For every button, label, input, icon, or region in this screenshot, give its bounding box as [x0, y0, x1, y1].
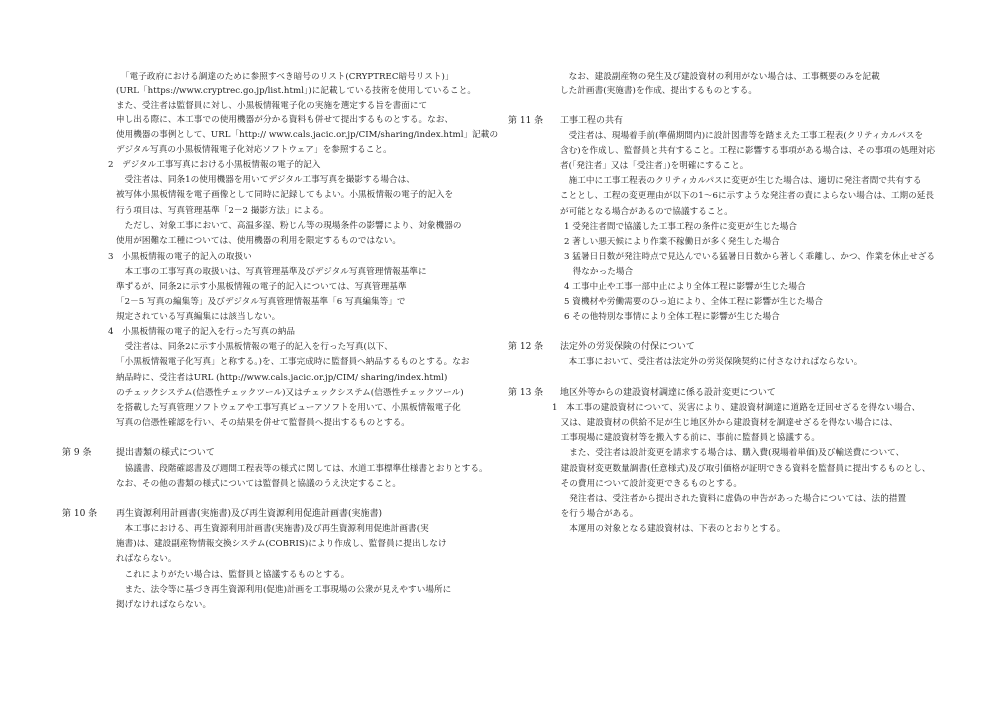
body-line: これによりがたい場合は、監督員と協議するものとする。 — [116, 570, 350, 580]
body-line: ただし、対象工事において、高温多湿、粉じん等の現場条件の影響により、対象機器の — [116, 221, 462, 231]
list-item: 2 著しい悪天候により作業不稼働日が多く発生した場合 — [564, 237, 780, 247]
body-line: その費用について設計変更できるものとする。 — [552, 479, 742, 489]
body-line: 掲げなければならない。 — [116, 600, 212, 610]
body-line: 「2－5 写真の編集等」及びデジタル写真管理情報基準「6 写真編集等」で — [116, 297, 406, 307]
body-line: 被写体小黒板情報を電子画像として同時に記録してもよい。小黒板情報の電子的記入を — [116, 190, 454, 200]
body-line: 施工中に工事工程表のクリティカルパスに変更が生じた場合は、適切に発注者間で共有する — [560, 176, 922, 186]
article-10-title: 再生資源利用計画書(実施書)及び再生資源利用促進計画書(実施書) — [116, 509, 383, 519]
body-line: 「小黒板情報電子化写真」と称する。)を、工事完成時に監督員へ納品するものとする。なお — [116, 357, 470, 367]
body-line: 写真の信憑性確認を行い、その結果を併せて監督員へ提出するものとする。 — [116, 418, 410, 428]
body-line: した計画書(実施書)を作成、提出するものとする。 — [560, 86, 757, 96]
item-heading: 4 小黒板情報の電子的記入を行った写真の納品 — [108, 327, 296, 337]
body-line: 建設資材変更数量調書(任意様式)及び取引価格が証明できる資料を監督員に提出するものとし、 — [552, 464, 931, 474]
body-line: が可能となる場合があるので協議すること。 — [560, 207, 733, 217]
body-line: こととし、工程の変更理由が以下の1～6に示すような発注者の責によらない場合は、工期の延長 — [560, 191, 935, 201]
body-line: なお、その他の書類の様式については監督員と協議のうえ決定すること。 — [116, 479, 402, 489]
body-line: 準ずるが、同条2に示す小黒板情報の電子的記入については、写真管理基準 — [116, 282, 407, 292]
list-item: 1 受発注者間で協議した工事工程の条件に変更が生じた場合 — [564, 222, 798, 232]
article-12-title: 法定外の労災保険の付保について — [560, 342, 695, 352]
body-line: 規定されている写真編集には該当しない。 — [116, 312, 281, 322]
body-line: のチェックシステム(信憑性チェックツール)又はチェックシステム(信憑性チェックツール) — [116, 388, 464, 398]
body-line: また、受注者は監督員に対し、小黒板情報電子化の実施を選定する旨を書面にて — [116, 101, 428, 111]
body-line: 「電子政府における調達のために参照すべき暗号のリスト(CRYPTREC暗号リスト)」 — [121, 72, 454, 82]
body-line: また、法令等に基づき再生資源利用(促進)計画を工事現場の公衆が見えやすい場所に — [116, 585, 452, 595]
body-line: 本工事の工事写真の取扱いは、写真管理基準及びデジタル写真管理情報基準に — [116, 267, 427, 277]
list-item: 4 工事中止や工事一部中止により全体工程に影響が生じた場合 — [564, 282, 806, 292]
article-11-number: 第 11 条 — [508, 116, 544, 126]
body-line: ればならない。 — [116, 554, 177, 564]
body-line: 使用機器の事例として、URL「http:// www.cals.jacic.or.jp/CIM/sharing/index.html」記載の — [116, 130, 499, 140]
body-line: 発注者は、受注者から提出された資料に虚偽の申告があった場合については、法的措置 — [552, 494, 907, 504]
article-11-title: 工事工程の共有 — [560, 116, 624, 126]
body-line: 含む)を作成し、監督員と共有すること。工程に影響する事項がある場合は、その事項の処理対応 — [560, 146, 936, 156]
body-line: 施書)は、建設副産物情報交換システム(COBRIS)により作成し、監督員に提出しなけ — [116, 539, 447, 549]
body-line: 使用が困難な工種については、使用機器の利用を限定するものではない。 — [116, 236, 402, 246]
article-13-number: 第 13 条 — [508, 388, 544, 398]
article-13-title: 地区外等からの建設資材調達に係る設計変更について — [560, 388, 776, 398]
body-line: 行う項目は、写真管理基準「2－2 撮影方法」による。 — [116, 206, 329, 216]
body-line: 本運用の対象となる建設資材は、下表のとおりとする。 — [552, 524, 786, 534]
body-line: 申し出る際に、本工事での使用機器が分かる資料も併せて提出するものとする。なお、 — [116, 115, 454, 125]
list-item: 3 猛暑日日数が発注時点で見込んでいる猛暑日日数から著しく乖離し、かつ、作業を休止せざる — [564, 252, 935, 262]
body-line: を行う場合がある。 — [552, 509, 639, 519]
body-line: 協議書、段階確認書及び週間工程表等の様式に関しては、水道工事標準仕様書とおりとする。 — [116, 464, 488, 474]
body-line: 本工事において、受注者は法定外の労災保険契約に付さなければならない。 — [560, 357, 863, 367]
list-item: 5 資機材や労働需要のひっ迫により、全体工程に影響が生じた場合 — [564, 297, 823, 307]
body-line: デジタル写真の小黒板情報電子化対応ソフトウェア」を参照すること。 — [116, 145, 392, 155]
body-line: また、受注者は設計変更を請求する場合は、購入費(現場着単価)及び輸送費について、 — [552, 448, 905, 458]
article-9-number: 第 9 条 — [62, 448, 92, 458]
body-line: 納品時に、受注者はURL (http://www.cals.jacic.or.jp/CIM/ sharing/index.html) — [116, 373, 448, 383]
item-heading: 2 デジタル工事写真における小黒板情報の電子的記入 — [108, 160, 321, 170]
body-line: なお、建設副産物の発生及び建設資材の利用がない場合は、工事概要のみを記載 — [560, 72, 880, 82]
item-heading: 3 小黒板情報の電子的記入の取扱い — [108, 252, 252, 262]
body-line: 1 本工事の建設資材について、災害により、建設資材調達に道路を迂回せざるを得ない場合、 — [552, 403, 921, 413]
right-column — [500, 0, 1000, 707]
article-9-title: 提出書類の様式について — [116, 448, 215, 458]
body-line: 工事現場に建設資材等を搬入する前に、事前に監督員と協議する。 — [552, 433, 820, 443]
list-item: 6 その他特別な事情により全体工程に影響が生じた場合 — [564, 312, 780, 322]
article-12-number: 第 12 条 — [508, 342, 544, 352]
body-line: (URL「https://www.cryptrec.go.jp/list.html」)に記載している技術を使用していること。 — [116, 86, 476, 96]
body-line: 受注者は、同条1の使用機器を用いてデジタル工事写真を撮影する場合は、 — [116, 175, 415, 185]
body-line: を搭載した写真管理ソフトウェアや工事写真ビューアソフトを用いて、小黒板情報電子化 — [116, 403, 461, 413]
body-line: 者(「発注者」又は「受注者」)を明確にすること。 — [560, 161, 749, 171]
list-item: 得なかった場合 — [564, 267, 634, 277]
body-line: 本工事における、再生資源利用計画書(実施書)及び再生資源利用促進計画書(実 — [116, 524, 429, 534]
body-line: 又は、建設資材の供給不足が生じ地区外から建設資材を調達せざるを得ない場合には、 — [552, 418, 898, 428]
article-10-number: 第 10 条 — [62, 509, 98, 519]
body-line: 受注者は、同条2に示す小黒板情報の電子的記入を行った写真(以下、 — [116, 342, 393, 352]
body-line: 受注者は、現場着手前(準備期間内)に設計図書等を踏まえた工事工程表(クリティカルパスを — [560, 131, 924, 141]
